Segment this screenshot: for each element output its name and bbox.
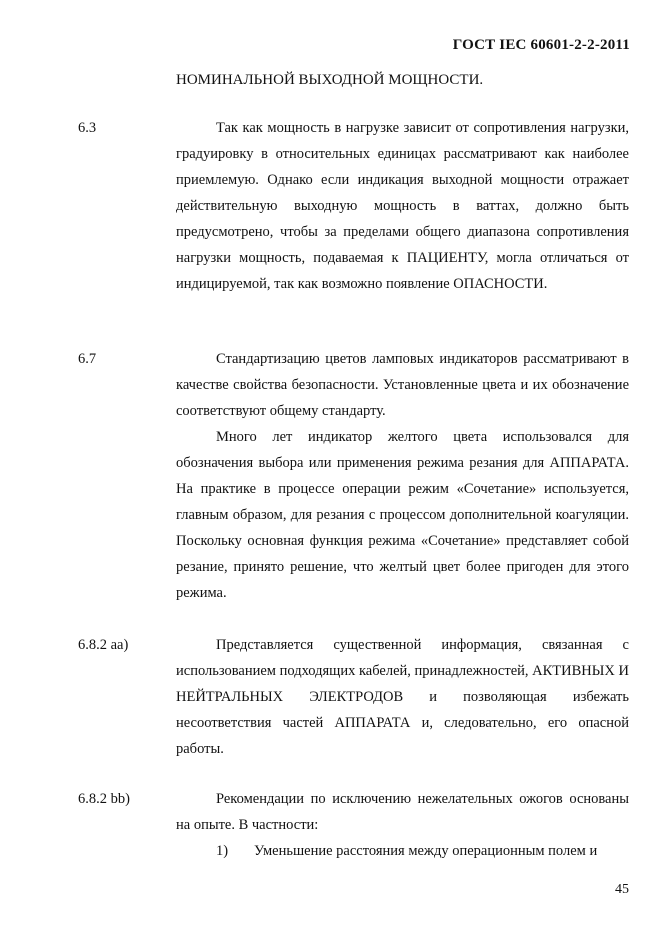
section-body xyxy=(176,115,629,297)
paragraph: Рекомендации по исключению нежелательных ожогов основаны на опыте. В частности: xyxy=(176,791,629,833)
section-number: 6.8.2 bb) xyxy=(78,791,130,807)
document-header: ГОСТ IEC 60601-2-2-2011 xyxy=(452,37,630,53)
page-number: 45 xyxy=(615,882,629,897)
paragraph: Стандартизацию цветов ламповых индикаторов рассматривают в качестве свойства безопасности. Установленные цвета и их обозначение соответствуют общему стандарту. xyxy=(176,351,629,419)
section-number: 6.7 xyxy=(78,351,97,367)
lead-line: НОМИНАЛЬНОЙ ВЫХОДНОЙ МОЩНОСТИ. xyxy=(176,72,484,88)
section-number: 6.8.2 aa) xyxy=(78,637,129,653)
section-number: 6.3 xyxy=(78,120,97,136)
section-body xyxy=(176,632,629,762)
paragraph: Много лет индикатор желтого цвета использовался для обозначения выбора или применения режима резания для АППАРАТА. На практике в процессе операции режим «Сочетание» используется, главным образом, для резания с процессом дополнительной коагуляции. Поскольку основная функция режима «Сочетание» представляет собой резание, принято решение, что желтый цвет более пригоден для этого режима. xyxy=(176,429,629,601)
section-body xyxy=(176,786,629,864)
paragraph: Представляется существенной информация, связанная с использованием подходящих кабелей, принадлежностей, АКТИВНЫХ И НЕЙТРАЛЬНЫХ ЭЛЕКТРОДОВ и позволяющая избежать несоответствия частей АППАРАТА и, следовательно, его опасной работы. xyxy=(176,637,629,757)
list-item xyxy=(176,838,629,864)
section-body xyxy=(176,346,629,606)
list-item-text: Уменьшение расстояния между операционным полем и xyxy=(254,843,598,859)
paragraph: Так как мощность в нагрузке зависит от сопротивления нагрузки, градуировку в относительных единицах рассматривают как наиболее приемлемую. Однако если индикация выходной мощности отражает действительную выходную мощность в ваттах, должно быть предусмотрено, чтобы за пределами общего диапазона сопротивления нагрузки мощность, подаваемая к ПАЦИЕНТУ, могла отличаться от индицируемой, так как возможно появление ОПАСНОСТИ. xyxy=(176,120,629,292)
list-marker: 1) xyxy=(216,843,229,859)
